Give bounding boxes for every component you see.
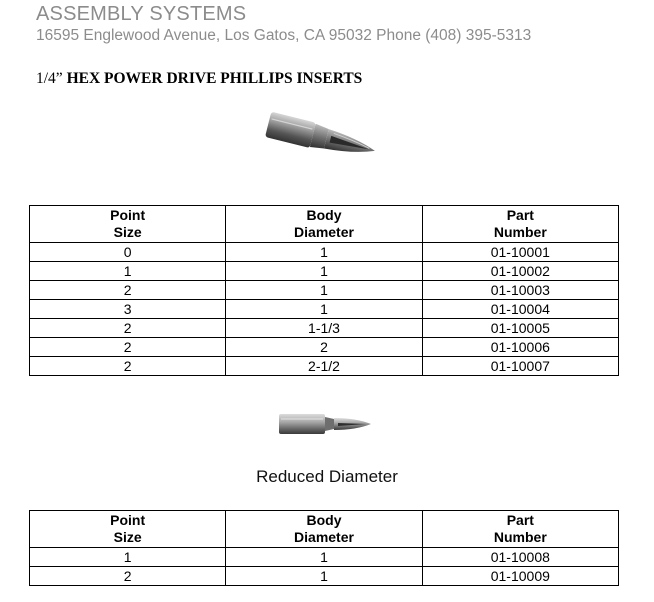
body-diameter-cell: 2 xyxy=(226,338,422,357)
point-size-cell: 2 xyxy=(30,281,226,300)
body-diameter-cell: 1 xyxy=(226,243,422,262)
table-row xyxy=(30,548,619,567)
point-size-cell: 0 xyxy=(30,243,226,262)
part-number-cell: 01-10006 xyxy=(422,338,618,357)
point-size-cell: 2 xyxy=(30,357,226,376)
body-diameter-cell: 1 xyxy=(226,548,422,567)
part-number-cell: 01-10008 xyxy=(422,548,618,567)
point-size-cell: 2 xyxy=(30,338,226,357)
body-diameter-cell: 1 xyxy=(226,567,422,586)
point-size-cell: 2 xyxy=(30,567,226,586)
table-header-row xyxy=(30,511,619,548)
part-number-cell: 01-10004 xyxy=(422,300,618,319)
part-number-cell: 01-10002 xyxy=(422,262,618,281)
column-header-point-size: Point Size xyxy=(30,511,226,548)
table-row xyxy=(30,300,619,319)
part-number-cell: 01-10001 xyxy=(422,243,618,262)
company-address: 16595 Englewood Avenue, Los Gatos, CA 95032 Phone (408) 395-5313 xyxy=(36,27,532,44)
point-size-cell: 1 xyxy=(30,548,226,567)
part-number-cell: 01-10007 xyxy=(422,357,618,376)
company-name: ASSEMBLY SYSTEMS xyxy=(36,3,247,25)
body-diameter-cell: 1-1/3 xyxy=(226,319,422,338)
body-diameter-cell: 1 xyxy=(226,262,422,281)
column-header-body-diameter: Body Diameter xyxy=(226,206,422,243)
table-row xyxy=(30,357,619,376)
table-row xyxy=(30,243,619,262)
column-header-body-diameter: Body Diameter xyxy=(226,511,422,548)
table-row xyxy=(30,262,619,281)
point-size-cell: 3 xyxy=(30,300,226,319)
product-title xyxy=(36,70,362,88)
reduced-diameter-title: Reduced Diameter xyxy=(256,467,398,486)
reduced-diameter-table xyxy=(29,510,619,586)
table-row xyxy=(30,281,619,300)
body-diameter-cell: 2-1/2 xyxy=(226,357,422,376)
phillips-bit-reduced-image xyxy=(276,406,376,442)
column-header-part-number: Part Number xyxy=(422,206,618,243)
product-size: 1/4” xyxy=(36,70,63,87)
product-name: HEX POWER DRIVE PHILLIPS INSERTS xyxy=(66,70,363,87)
part-number-cell: 01-10005 xyxy=(422,319,618,338)
body-diameter-cell: 1 xyxy=(226,281,422,300)
table-row xyxy=(30,319,619,338)
table-row xyxy=(30,567,619,586)
standard-inserts-table xyxy=(29,205,619,376)
column-header-point-size: Point Size xyxy=(30,206,226,243)
phillips-bit-standard-image xyxy=(258,108,388,172)
part-number-cell: 01-10009 xyxy=(422,567,618,586)
body-diameter-cell: 1 xyxy=(226,300,422,319)
part-number-cell: 01-10003 xyxy=(422,281,618,300)
column-header-part-number: Part Number xyxy=(422,511,618,548)
table-row xyxy=(30,338,619,357)
table-header-row xyxy=(30,206,619,243)
point-size-cell: 2 xyxy=(30,319,226,338)
point-size-cell: 1 xyxy=(30,262,226,281)
